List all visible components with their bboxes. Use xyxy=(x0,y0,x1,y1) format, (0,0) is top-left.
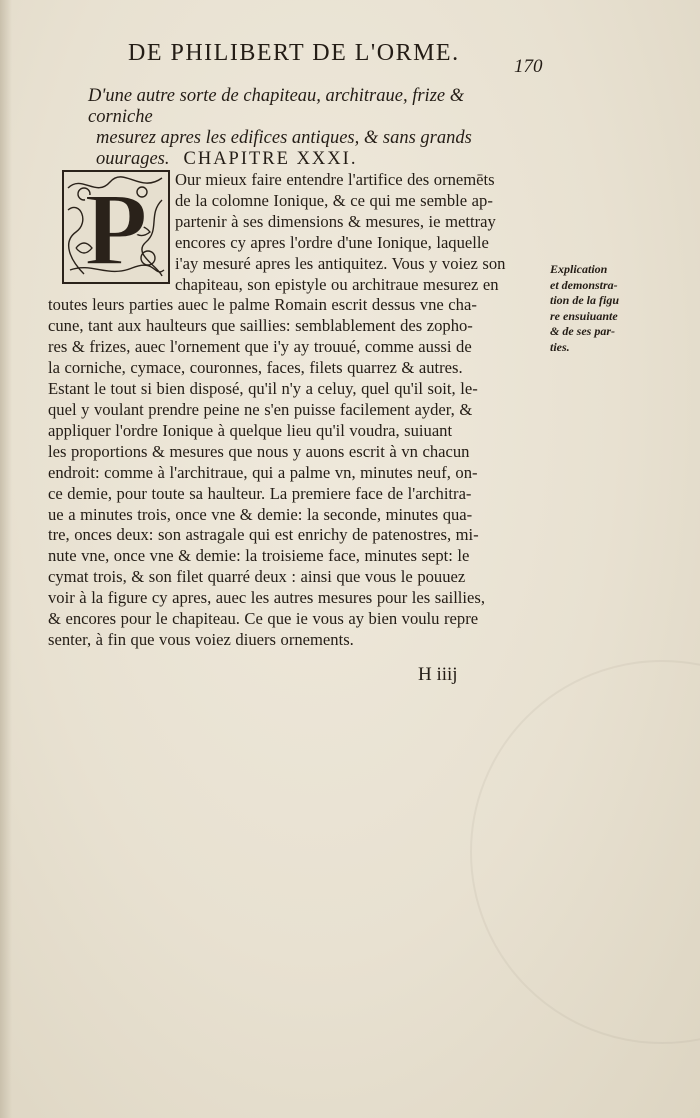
body-line: endroit: comme à l'architraue, qui a palme vn, minutes neuf, on- xyxy=(48,462,478,482)
body-line: tre, onces deux: son astragale qui est enrichy de patenostres, mi- xyxy=(48,525,479,545)
body-line: cune, tant aux haulteurs que saillies: semblablement des zopho- xyxy=(48,316,473,336)
heading-line-1: D'une autre sorte de chapiteau, architraue, frize & corniche xyxy=(88,86,465,127)
marginal-line: & de ses par- xyxy=(550,324,615,338)
body-line: toutes leurs parties auec le palme Romain escrit dessus vne cha- xyxy=(48,295,477,315)
body-line: chapiteau, son epistyle ou architraue mesurez en xyxy=(175,274,499,294)
marginal-line: ties. xyxy=(550,339,570,354)
body-line: ue a minutes trois, once vne & demie: la seconde, minutes qua- xyxy=(48,504,473,524)
initial-letter: P xyxy=(84,172,148,284)
heading-line-3 xyxy=(78,149,528,170)
marginal-line: Explication xyxy=(550,262,608,276)
body-line: res & frizes, auec l'ornement que i'y ay trouué, comme aussi de xyxy=(48,337,472,357)
body-line: Estant le tout si bien disposé, qu'il n'y a celuy, quel qu'il soit, le- xyxy=(48,379,478,399)
body-line: de la colomne Ionique, & ce qui me semble ap- xyxy=(175,190,493,210)
marginal-line: re ensuiuante xyxy=(550,308,618,323)
body-line: nute vne, once vne & demie: la troisieme face, minutes sept: le xyxy=(48,546,470,566)
body-line: appliquer l'ordre Ionique à quelque lieu qu'il voudra, suiuant xyxy=(48,420,453,440)
body-line: encores cy apres l'ordre d'une Ionique, laquelle xyxy=(175,232,489,252)
marginal-note xyxy=(550,262,619,355)
body-line: i'ay mesuré apres les antiquitez. Vous y voiez son xyxy=(175,253,506,273)
body-paragraph xyxy=(48,170,548,651)
heading-line-2: mesurez apres les edifices antiques, & sans grands xyxy=(96,128,472,148)
chapter-number: CHAPITRE XXXI. xyxy=(183,149,358,169)
body-line: la corniche, cymace, couronnes, faces, filets quarrez & autres. xyxy=(48,358,463,378)
running-head: DE PHILIBERT DE L'ORME. xyxy=(128,40,460,66)
body-line: & encores pour le chapiteau. Ce que ie vous ay bien voulu repre xyxy=(48,609,479,629)
heading-line-3-text: ouurages. xyxy=(96,149,170,169)
body-line: quel y voulant prendre peine ne s'en puisse facilement ayder, & xyxy=(48,399,473,419)
body-line: Our mieux faire entendre l'artifice des ornemēts xyxy=(175,170,495,189)
signature-mark: H iiij xyxy=(418,664,458,685)
body-line: senter, à fin que vous voiez diuers ornements. xyxy=(48,629,354,649)
marginal-line: et demonstra- xyxy=(550,277,618,292)
page-gutter-shadow xyxy=(0,0,12,1118)
show-through-engraving xyxy=(470,660,700,1044)
folio-number: 170 xyxy=(514,56,543,77)
body-line: ce demie, pour toute sa haulteur. La premiere face de l'architra- xyxy=(48,483,472,503)
chapter-heading xyxy=(78,86,528,170)
marginal-line: tion de la figu xyxy=(550,293,620,307)
body-line: partenir à ses dimensions & mesures, ie mettray xyxy=(175,211,496,231)
body-line: cymat trois, & son filet quarré deux : ainsi que vous le pouuez xyxy=(48,567,466,587)
body-line: les proportions & mesures que nous y auons escrit à vn chacun xyxy=(48,441,470,461)
body-line: voir à la figure cy apres, auec les autres mesures pour les saillies, xyxy=(48,588,485,608)
